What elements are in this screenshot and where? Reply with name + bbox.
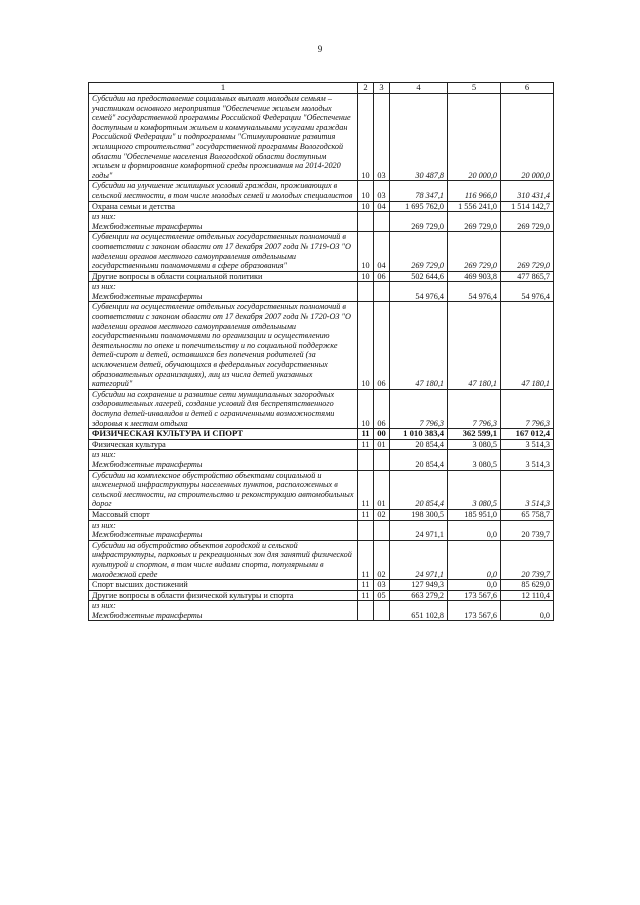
row-value-col5: 173 567,6 [448,601,501,621]
row-name: Субсидии на комплексное обустройство объектами социальной и инженерной инфраструктуры населенных пунктов, расположенных в сельской местности, на строительство и реконструкцию автомобильных дорог [89,470,358,509]
row-section-code: 10 [358,232,374,271]
header-col-6: 6 [501,83,554,94]
row-subsection-code: 06 [374,389,390,428]
row-value-col6: 1 514 142,7 [501,201,554,212]
row-subsection-code: 01 [374,470,390,509]
row-section-code: 10 [358,181,374,201]
row-section-code: 10 [358,271,374,282]
row-name [89,450,358,470]
table-row [89,181,554,201]
table-row [89,450,554,470]
table-row [89,509,554,520]
header-col-4: 4 [390,83,448,94]
row-value-col4: 47 180,1 [390,302,448,389]
row-subsection-code [374,450,390,470]
row-value-col6: 20 000,0 [501,94,554,181]
row-value-col5: 54 976,4 [448,282,501,302]
row-name: Охрана семьи и детства [89,201,358,212]
row-section-code [358,520,374,540]
table-row [89,271,554,282]
row-name: Субсидии на улучшение жилищных условий граждан, проживающих в сельской местности, в том числе молодых семей и молодых специалистов [89,181,358,201]
row-name-text: Межбюджетные трансферты [92,221,203,231]
table-row [89,470,554,509]
row-value-col6: 167 012,4 [501,429,554,440]
row-subheading-label: из них: [92,450,116,460]
row-value-col5: 3 080,5 [448,450,501,470]
row-value-col6: 12 110,4 [501,590,554,601]
row-value-col4: 20 854,4 [390,450,448,470]
row-value-col6: 7 796,3 [501,389,554,428]
row-section-code [358,450,374,470]
row-value-col6: 269 729,0 [501,232,554,271]
row-value-col6: 477 865,7 [501,271,554,282]
row-name: Спорт высших достижений [89,580,358,591]
row-subheading-label: из них: [92,282,116,292]
row-subsection-code: 04 [374,201,390,212]
row-subsection-code: 03 [374,580,390,591]
row-value-col4: 663 279,2 [390,590,448,601]
row-name: Физическая культура [89,439,358,450]
table-row [89,590,554,601]
row-value-col5: 469 903,8 [448,271,501,282]
row-subsection-code [374,212,390,232]
row-subsection-code: 06 [374,302,390,389]
row-value-col6: 47 180,1 [501,302,554,389]
row-subsection-code: 05 [374,590,390,601]
row-value-col5: 47 180,1 [448,302,501,389]
header-col-1: 1 [89,83,358,94]
table-row [89,94,554,181]
table-row [89,429,554,440]
table-row [89,302,554,389]
row-value-col6: 3 514,3 [501,470,554,509]
row-subsection-code [374,601,390,621]
row-section-code: 11 [358,540,374,579]
budget-table [88,82,554,621]
row-value-col6: 85 629,0 [501,580,554,591]
row-section-code: 10 [358,302,374,389]
row-section-code: 11 [358,590,374,601]
row-name [89,282,358,302]
table-row [89,201,554,212]
row-value-col6: 20 739,7 [501,540,554,579]
row-value-col6: 54 976,4 [501,282,554,302]
row-name: Субвенции на осуществление отдельных государственных полномочий в соответствии с законом области от 17 декабря 2007 года № 1720-ОЗ "О наделении органов местного самоуправления отдельными государственными полномочиями по организации и осуществлению деятельности по опеке и попечительству и по социальной поддержке детей-сирот и детей, оставшихся без попечения родителей (за исключением детей, обучающихся в федеральных государственных образовательных организациях), лиц из числа детей указанных категорий" [89,302,358,389]
row-name-text: Межбюджетные трансферты [92,610,203,620]
row-name: Субсидии на предоставление социальных выплат молодым семьям – участникам основного мероприятия "Обеспечение жильем молодых семей" государственной программы Российской Федерации "Обеспечение доступным и комфортным жильем и коммунальными услугами граждан Российской Федерации" и подпрограммы "Стимулирование развития жилищного строительства" государственной программы Вологодской области "Обеспечение населения Вологодской области доступным жильем и формирование комфортной среды проживания на 2014-2020 годы" [89,94,358,181]
row-value-col6: 3 514,3 [501,450,554,470]
row-value-col5: 1 556 241,0 [448,201,501,212]
row-value-col5: 269 729,0 [448,232,501,271]
row-value-col4: 1 010 383,4 [390,429,448,440]
row-subheading-label: из них: [92,212,116,222]
row-section-code: 11 [358,470,374,509]
row-subheading-label: из них: [92,601,116,611]
row-value-col4: 7 796,3 [390,389,448,428]
row-value-col6: 20 739,7 [501,520,554,540]
page-number: 9 [317,44,323,54]
table-row [89,389,554,428]
row-name: ФИЗИЧЕСКАЯ КУЛЬТУРА И СПОРТ [89,429,358,440]
header-col-5: 5 [448,83,501,94]
row-subsection-code [374,282,390,302]
row-subsection-code: 01 [374,439,390,450]
table-row [89,520,554,540]
row-section-code: 11 [358,429,374,440]
row-section-code: 10 [358,389,374,428]
row-value-col5: 116 966,0 [448,181,501,201]
row-value-col6: 3 514,3 [501,439,554,450]
row-value-col4: 78 347,1 [390,181,448,201]
row-subsection-code: 00 [374,429,390,440]
row-name-text: Межбюджетные трансферты [92,459,203,469]
row-value-col4: 20 854,4 [390,470,448,509]
row-value-col5: 185 951,0 [448,509,501,520]
row-value-col6: 269 729,0 [501,212,554,232]
row-value-col5: 173 567,6 [448,590,501,601]
row-value-col5: 0,0 [448,520,501,540]
row-subheading-label: из них: [92,520,116,530]
row-section-code [358,212,374,232]
row-name: Другие вопросы в области социальной политики [89,271,358,282]
table-row [89,232,554,271]
table-row [89,540,554,579]
row-value-col4: 54 976,4 [390,282,448,302]
row-value-col4: 1 695 762,0 [390,201,448,212]
row-section-code: 11 [358,509,374,520]
row-value-col5: 7 796,3 [448,389,501,428]
table-row [89,580,554,591]
row-name: Массовый спорт [89,509,358,520]
row-name-text: Межбюджетные трансферты [92,291,203,301]
row-value-col5: 3 080,5 [448,470,501,509]
row-name [89,212,358,232]
row-value-col4: 30 487,8 [390,94,448,181]
row-section-code: 10 [358,94,374,181]
row-subsection-code: 02 [374,509,390,520]
table-row [89,601,554,621]
row-section-code [358,282,374,302]
row-subsection-code: 03 [374,181,390,201]
row-value-col5: 20 000,0 [448,94,501,181]
row-value-col5: 0,0 [448,540,501,579]
row-name: Другие вопросы в области физической культуры и спорта [89,590,358,601]
table-row [89,212,554,232]
row-name: Субсидии на сохранение и развитие сети муниципальных загородных оздоровительных лагерей, создание условий для беспрепятственного доступа детей-инвалидов и детей с ограниченными возможностями здоровья к местам отдыха [89,389,358,428]
row-section-code: 11 [358,439,374,450]
header-col-2: 2 [358,83,374,94]
row-value-col4: 20 854,4 [390,439,448,450]
row-value-col6: 65 758,7 [501,509,554,520]
row-value-col4: 502 644,6 [390,271,448,282]
row-section-code: 11 [358,580,374,591]
row-value-col5: 3 080,5 [448,439,501,450]
header-col-3: 3 [374,83,390,94]
row-name [89,601,358,621]
row-section-code: 10 [358,201,374,212]
row-value-col6: 310 431,4 [501,181,554,201]
row-value-col4: 651 102,8 [390,601,448,621]
row-value-col4: 269 729,0 [390,212,448,232]
row-value-col4: 24 971,1 [390,540,448,579]
row-subsection-code [374,520,390,540]
row-subsection-code: 06 [374,271,390,282]
row-subsection-code: 04 [374,232,390,271]
row-value-col5: 0,0 [448,580,501,591]
table-header-row [89,83,554,94]
row-name: Субвенции на осуществление отдельных государственных полномочий в соответствии с законом области от 17 декабря 2007 года № 1719-ОЗ "О наделении органов местного самоуправления отдельными государственными полномочиями в сфере образования" [89,232,358,271]
table-row [89,282,554,302]
row-value-col4: 24 971,1 [390,520,448,540]
row-name-text: Межбюджетные трансферты [92,530,203,540]
row-name: Субсидии на обустройство объектов городской и сельской инфраструктуры, парковых и рекреационных зон для занятий физической культурой и спортом, в том числе видами спорта, популярными в молодежной среде [89,540,358,579]
row-section-code [358,601,374,621]
table-row [89,439,554,450]
row-name [89,520,358,540]
row-value-col5: 362 599,1 [448,429,501,440]
row-subsection-code: 03 [374,94,390,181]
row-value-col4: 198 300,5 [390,509,448,520]
row-value-col5: 269 729,0 [448,212,501,232]
row-subsection-code: 02 [374,540,390,579]
row-value-col4: 127 949,3 [390,580,448,591]
row-value-col4: 269 729,0 [390,232,448,271]
row-value-col6: 0,0 [501,601,554,621]
